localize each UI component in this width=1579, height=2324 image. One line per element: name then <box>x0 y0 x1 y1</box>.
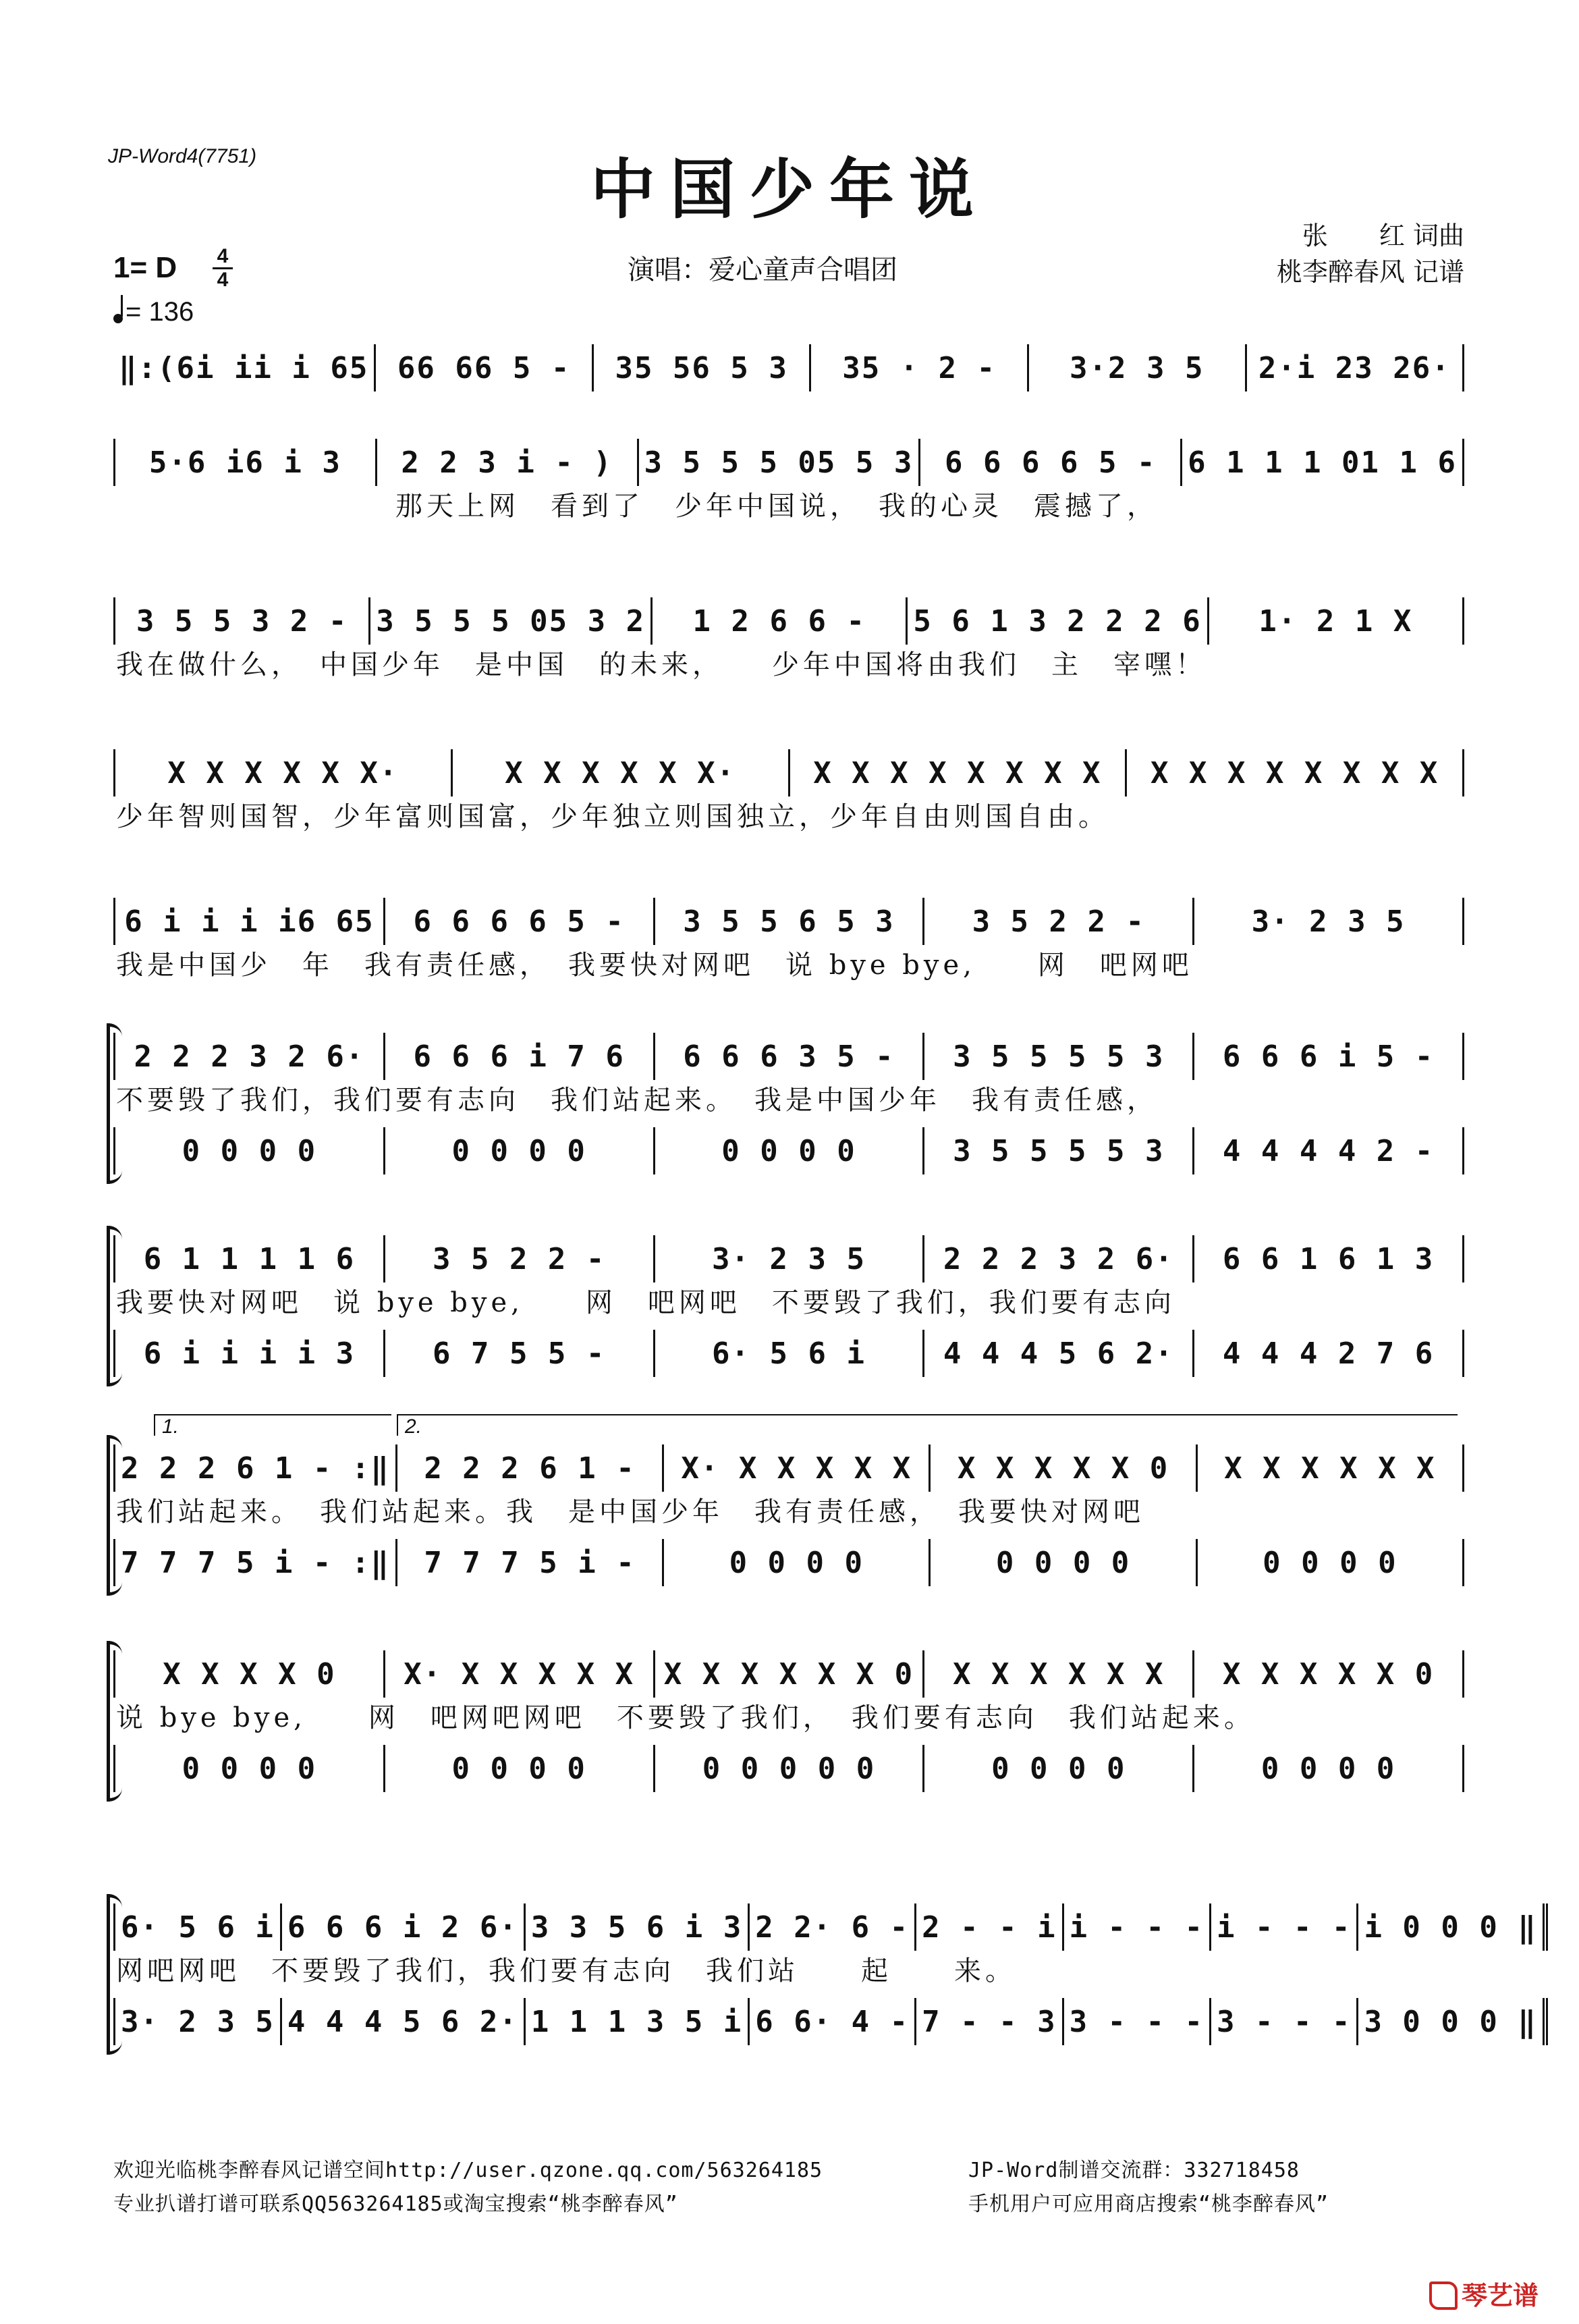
piano-logo-icon <box>1429 2281 1458 2310</box>
measure: 3 0 0 0 ‖ <box>1358 1998 1547 2045</box>
singer-credit: 演唱：爱心童声合唱团 <box>628 254 897 286</box>
measure: 6 i i i i 3 <box>115 1330 385 1377</box>
melody-line <box>113 1033 1464 1080</box>
transcriber-credit: 桃李醉春风 记谱 <box>1276 257 1464 287</box>
measure: 2·i 23 26· <box>1247 344 1465 391</box>
time-signature <box>213 246 233 290</box>
measure: X X X X X 0 <box>931 1444 1197 1492</box>
staff-bracket <box>107 1444 117 1586</box>
measure: 6 6 6 6 5 - <box>920 439 1182 486</box>
measure: 35 · 2 - <box>811 344 1029 391</box>
lyric-line: 不要毁了我们，我们要有志向 我们站起来。 我是中国少年 我有责任感， <box>116 1085 1158 1116</box>
volta-bracket-2: 2. <box>397 1414 1458 1436</box>
measure: ‖:(6i ii i 65 <box>113 344 376 391</box>
measure: 4 4 4 2 7 6 <box>1194 1330 1464 1377</box>
melody-line <box>113 1903 1537 1951</box>
measure: 3· 2 3 5 <box>655 1235 925 1282</box>
measure: 6 6 6 3 5 - <box>655 1033 925 1080</box>
measure: X X X X X X 0 <box>655 1650 925 1698</box>
measure: 3· 2 3 5 <box>115 1998 282 2045</box>
measure: 3 5 5 5 5 3 <box>924 1127 1194 1174</box>
measure: 66 66 5 - <box>376 344 594 391</box>
measure: X· X X X X X <box>385 1650 655 1698</box>
measure: 0 0 0 0 <box>931 1539 1197 1586</box>
harmony-line <box>113 1127 1464 1174</box>
measure: 0 0 0 0 <box>1194 1745 1464 1792</box>
melody-line <box>113 439 1464 486</box>
staff-bracket <box>107 1903 117 2045</box>
measure: 2 2 2 3 2 6· <box>115 1033 385 1080</box>
measure: X X X X X X X X <box>1127 749 1464 796</box>
measure: 3 3 5 6 i 3 <box>526 1903 750 1951</box>
melody-line <box>113 898 1464 945</box>
measure: 3 5 2 2 - <box>385 1235 655 1282</box>
melody-line <box>113 1444 1464 1492</box>
measure: 5·6 i6 i 3 <box>115 439 377 486</box>
score-system-2 <box>113 439 1464 526</box>
measure: 2 2 2 6 1 - :‖ <box>115 1444 397 1492</box>
melody-line <box>113 597 1464 645</box>
measure: 3 5 2 2 - <box>924 898 1194 945</box>
lyric-line: 我是中国少 年 我有责任感， 我要快对网吧 说 bye bye, 网 吧网吧 <box>116 950 1193 981</box>
key-signature: 1= D <box>113 251 177 284</box>
measure: 0 0 0 0 <box>385 1127 655 1174</box>
measure: 6 6· 4 - <box>750 1998 916 2045</box>
measure: X X X X X X· <box>115 749 453 796</box>
measure: 3·2 3 5 <box>1029 344 1247 391</box>
measure: X X X X X X X X <box>790 749 1128 796</box>
tempo-value: = 136 <box>126 297 194 327</box>
score-system-9 <box>113 1650 1464 1792</box>
score-system-1 <box>113 344 1464 391</box>
measure: 6 6 1 6 1 3 <box>1194 1235 1464 1282</box>
measure: 2 2· 6 - <box>750 1903 916 1951</box>
measure: X X X X X X <box>924 1650 1194 1698</box>
measure: 6 i i i i6 65 <box>115 898 385 945</box>
measure: 0 0 0 0 0 <box>655 1745 925 1792</box>
measure: 2 2 2 3 2 6· <box>924 1235 1194 1282</box>
measure: 6· 5 6 i <box>655 1330 925 1377</box>
measure: 1 1 1 3 5 i <box>526 1998 750 2045</box>
lyric-line: 我在做什么， 中国少年 是中国 的未来， 少年中国将由我们 主 宰嘿！ <box>116 649 1207 680</box>
measure: i - - - <box>1211 1903 1358 1951</box>
measure: 7 - - 3 <box>916 1998 1063 2045</box>
measure: 1 2 6 6 - <box>653 597 908 645</box>
score-system-6 <box>113 1033 1464 1174</box>
lyric-line: 我们站起来。 我们站起来。我 是中国少年 我有责任感， 我要快对网吧 <box>116 1496 1144 1528</box>
footer-line-1-right: JP-Word制谱交流群：332718458 <box>968 2159 1300 2182</box>
footer-line-2-left: 专业扒谱打谱可联系QQ563264185或淘宝搜索“桃李醉春风” <box>113 2192 678 2216</box>
time-bottom: 4 <box>217 269 229 291</box>
volta-bracket-1: 1. <box>154 1414 391 1436</box>
measure: 2 2 3 i - ) <box>377 439 639 486</box>
lyric-line: 说 bye bye, 网 吧网吧网吧 不要毁了我们， 我们要有志向 我们站起来。 <box>116 1702 1255 1733</box>
measure: 4 4 4 5 6 2· <box>282 1998 526 2045</box>
melody-line <box>113 1235 1464 1282</box>
measure: 35 56 5 3 <box>594 344 812 391</box>
measure: 0 0 0 0 <box>655 1127 925 1174</box>
measure: X X X X X 0 <box>1194 1650 1464 1698</box>
measure: 6 6 6 i 7 6 <box>385 1033 655 1080</box>
staff-bracket <box>107 1235 117 1377</box>
measure: 6 6 6 i 5 - <box>1194 1033 1464 1080</box>
lyric-line: 那天上网 看到了 少年中国说， 我的心灵 震撼了， <box>116 491 1158 522</box>
measure: 7 7 7 5 i - <box>397 1539 664 1586</box>
measure: 6 7 5 5 - <box>385 1330 655 1377</box>
measure: 6· 5 6 i <box>115 1903 282 1951</box>
quarter-note-icon <box>113 314 123 323</box>
measure: 5 6 1 3 2 2 2 6 <box>908 597 1209 645</box>
measure: 6 1 1 1 1 6 <box>115 1235 385 1282</box>
harmony-line <box>113 1330 1464 1377</box>
measure: i - - - <box>1064 1903 1211 1951</box>
measure: 6 6 6 6 5 - <box>385 898 655 945</box>
software-label: JP-Word4(7751) <box>108 145 257 167</box>
measure: 4 4 4 5 6 2· <box>924 1330 1194 1377</box>
measure: 2 - - i <box>916 1903 1063 1951</box>
staff-bracket <box>107 1033 117 1174</box>
brand-label: 琴艺谱 <box>1461 2281 1539 2311</box>
melody-line <box>113 344 1464 391</box>
measure: 6 1 1 1 01 1 6 <box>1182 439 1464 486</box>
score-system-8 <box>113 1415 1464 1586</box>
measure: X X X X 0 <box>115 1650 385 1698</box>
measure: X· X X X X X <box>664 1444 931 1492</box>
lyric-line: 我要快对网吧 说 bye bye, 网 吧网吧 不要毁了我们，我们要有志向 <box>116 1287 1175 1318</box>
measure: 1· 2 1 X <box>1209 597 1464 645</box>
measure: 0 0 0 0 <box>1198 1539 1464 1586</box>
lyric-line: 少年智则国智，少年富则国富，少年独立则国独立，少年自由则国自由。 <box>116 801 1109 832</box>
score-system-4 <box>113 749 1464 837</box>
measure: 0 0 0 0 <box>924 1745 1194 1792</box>
score-system-3 <box>113 597 1464 685</box>
measure: 2 2 2 6 1 - <box>397 1444 664 1492</box>
measure: 0 0 0 0 <box>115 1127 385 1174</box>
lyrics-music-credit: 张 红 词曲 <box>1302 221 1464 250</box>
time-top: 4 <box>217 245 229 267</box>
staff-bracket <box>107 1650 117 1792</box>
harmony-line <box>113 1998 1537 2045</box>
footer-line-2-right: 手机用户可应用商店搜索“桃李醉春风” <box>968 2192 1329 2216</box>
harmony-line <box>113 1539 1464 1586</box>
lyric-line: 网吧网吧 不要毁了我们，我们要有志向 我们站 起 来。 <box>116 1955 1016 1987</box>
measure: 3 - - - <box>1211 1998 1358 2045</box>
harmony-line <box>113 1745 1464 1792</box>
measure: 3· 2 3 5 <box>1194 898 1464 945</box>
measure: 0 0 0 0 <box>385 1745 655 1792</box>
score-system-7 <box>113 1235 1464 1377</box>
measure: 3 5 5 5 5 3 <box>924 1033 1194 1080</box>
brand-logo <box>1429 2275 1539 2312</box>
measure: 3 - - - <box>1064 1998 1211 2045</box>
melody-line <box>113 749 1464 796</box>
measure: 4 4 4 4 2 - <box>1194 1127 1464 1174</box>
score-system-10 <box>113 1903 1537 2045</box>
measure: 0 0 0 0 <box>664 1539 931 1586</box>
measure: X X X X X X <box>1198 1444 1464 1492</box>
measure: 6 6 6 i 2 6· <box>282 1903 526 1951</box>
score-system-5 <box>113 898 1464 985</box>
measure: 3 5 5 6 5 3 <box>655 898 925 945</box>
measure: 3 5 5 3 2 - <box>115 597 370 645</box>
measure: 3 5 5 5 05 5 3 <box>639 439 921 486</box>
measure: 7 7 7 5 i - :‖ <box>115 1539 397 1586</box>
tempo-mark <box>113 297 194 327</box>
measure: i 0 0 0 ‖ <box>1358 1903 1547 1951</box>
song-title: 中国少年说 <box>590 151 989 227</box>
measure: 3 5 5 5 05 3 2 <box>370 597 653 645</box>
melody-line <box>113 1650 1464 1698</box>
measure: X X X X X X· <box>453 749 790 796</box>
footer-line-1-left: 欢迎光临桃李醉春风记谱空间http://user.qzone.qq.com/563264185 <box>113 2159 823 2182</box>
measure: 0 0 0 0 <box>115 1745 385 1792</box>
